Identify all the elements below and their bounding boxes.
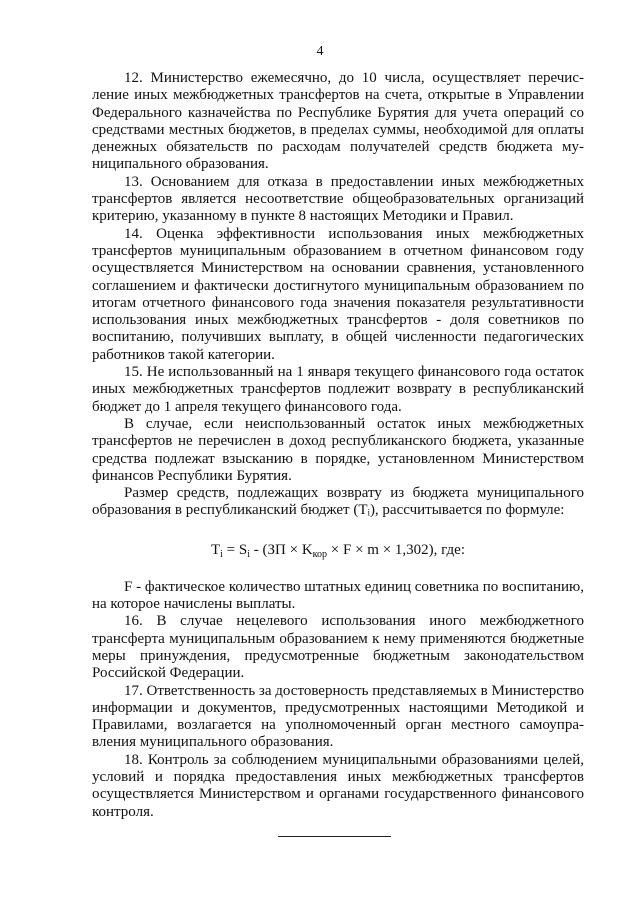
paragraph-14: 14. Оценка эффективности использования иных межбюджетных трансфертов муниципальным образованием в отчетном финансовом году осуществляется Министерством на основании сравнения, установленного соглашением и фактически достигнутого муниципальным образованием по итогам отчетного финансового года значения показателя результативности использования иных межбюджетных трансфертов - доля советников по воспитанию, получивших выплату, в общей численности педагогических работников такой категории. bbox=[92, 225, 584, 363]
paragraph-16: 16. В случае нецелевого использования иного межбюджетного трансферта муниципальным образованием к нему применяются бюджетные меры принуждения, предусмотренные бюджетным законодательством Российской Федерации. bbox=[92, 613, 584, 682]
paragraph-f-definition: F - фактическое количество штатных единиц советника по воспитанию, на которое начислены выплаты. bbox=[92, 578, 584, 613]
refund-formula bbox=[92, 541, 584, 559]
formula-s-subscript: i bbox=[247, 548, 251, 560]
formula-lhs: T bbox=[210, 541, 221, 558]
formula-middle: - (ЗП × K bbox=[250, 541, 313, 558]
paragraph-15-formula-intro: Размер средств, подлежащих возврату из бюджета муниципального образования в республиканский бюджет (Tᵢ), рассчитывается по формуле: bbox=[92, 485, 584, 519]
formula-lhs-subscript: i bbox=[220, 548, 223, 560]
formula-equals-s: = S bbox=[222, 541, 248, 558]
paragraph-18: 18. Контроль за соблюдением муниципальными образованиями целей, условий и порядка предоставления иных межбюджетных трансфертов осуществляется Министерством и органами государственного финансового контроля. bbox=[92, 751, 584, 820]
paragraph-15: 15. Не использованный на 1 января текущего финансового года остаток иных межбюджетных трансфертов подлежит возврату в республиканский бюджет до 1 апреля текущего финансового года. bbox=[92, 364, 584, 415]
paragraph-13: 13. Основанием для отказа в предоставлении иных межбюджетных трансфертов является несоответствие общеобразовательных организаций критерию, указанному в пункте 8 настоящих Методики и Правил. bbox=[92, 173, 584, 225]
footer-divider bbox=[278, 836, 391, 837]
document-body bbox=[92, 70, 584, 821]
paragraph-12: 12. Министерство ежемесячно, до 10 числа, осуществляет перечисление иных межбюджетных трансфертов на счета, открытые в Управлении Федерального казначейства по Республике Бурятия для учета операций со средствами местных бюджетов, в пределах суммы, необходимой для оплаты денежных обязательств по расходам получателей средств бюджета муниципального образования. bbox=[92, 70, 584, 173]
paragraph-15-recovery: В случае, если неиспользованный остаток иных межбюджетных трансфертов не перечислен в доход республиканского бюджета, указанные средства подлежат взысканию в порядке, установленном Министерством финансов Республики Бурятия. bbox=[92, 415, 584, 484]
page-number: 4 bbox=[316, 44, 324, 59]
paragraph-17: 17. Ответственность за достоверность представляемых в Министерство информации и документов, предусмотренных настоящими Методикой и Правилами, возлагается на уполномоченный орган местного самоуправления муниципального образования. bbox=[92, 682, 584, 751]
formula-k-subscript: кор bbox=[312, 548, 328, 560]
formula-tail: × F × m × 1,302), где: bbox=[327, 541, 466, 558]
